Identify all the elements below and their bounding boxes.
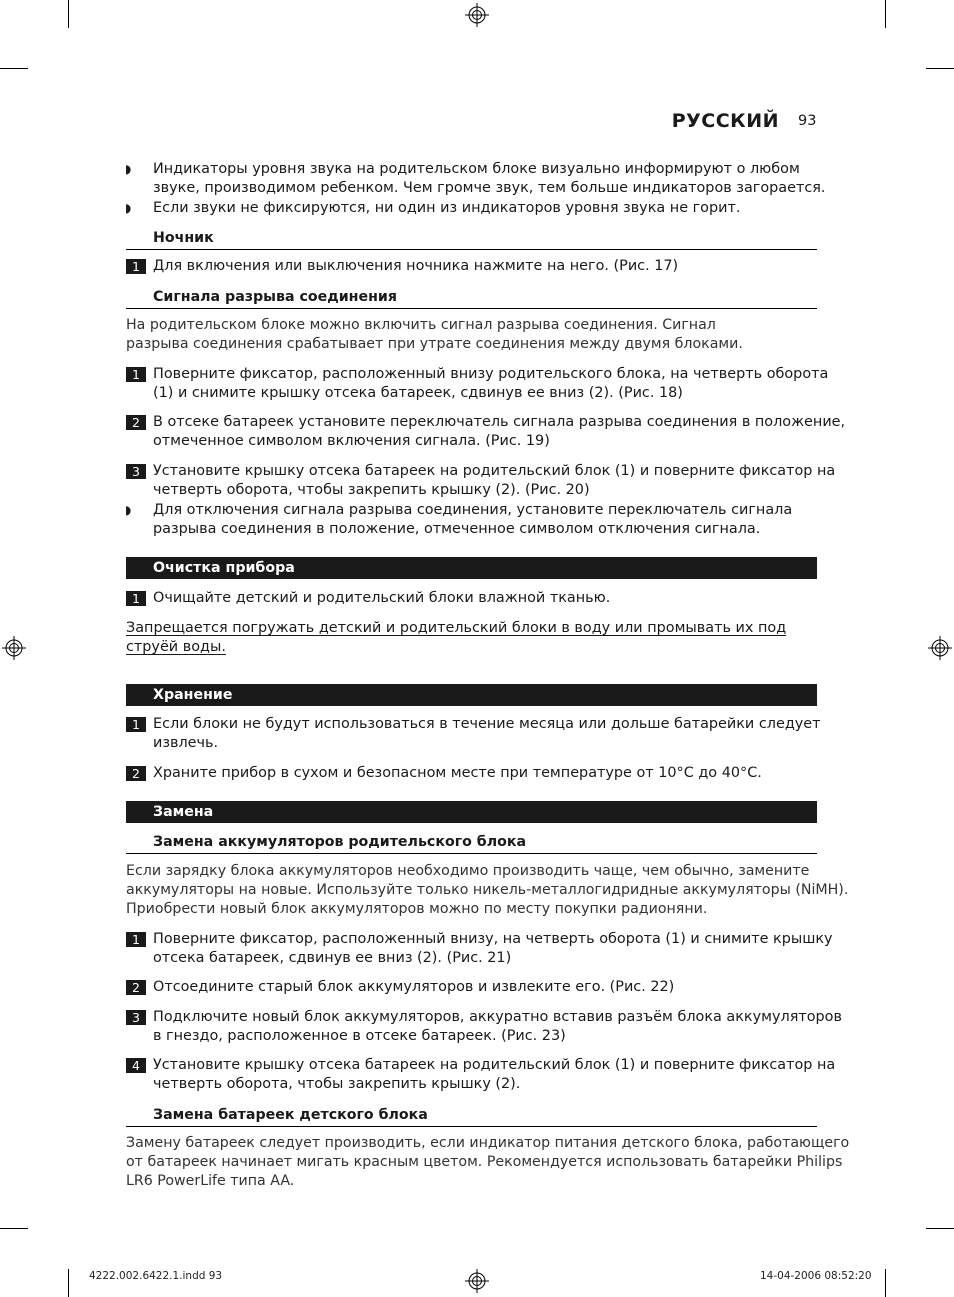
crop-mark [926,68,954,69]
footer-datetime: 14-04-2006 08:52:20 [760,1270,872,1282]
crop-mark [885,1269,886,1297]
section-subtitle: Ночник [153,230,214,246]
step-number: 1 [126,591,146,606]
step-number: 1 [126,259,146,274]
crop-mark [68,0,69,28]
step-number: 4 [126,1058,146,1073]
bullet-icon: ◗ [125,503,132,517]
step-text: отсека батареек, сдвинув ее вниз (2). (Рис. 21) [153,950,512,966]
step-number: 3 [126,464,146,479]
step-number: 2 [126,766,146,781]
step-text: Установите крышку отсека батареек на родительский блок (1) и поверните фиксатор на [153,463,836,479]
step-text: Храните прибор в сухом и безопасном месте при температуре от 10°C до 40°C. [153,765,762,781]
step-text: четверть оборота, чтобы закрепить крышку (2). [153,1076,521,1092]
page-language-header: РУССКИЙ [671,110,779,132]
bullet-icon: ◗ [125,201,132,215]
crop-mark [0,1228,28,1229]
section-title: Очистка прибора [153,560,295,576]
step-number: 1 [126,932,146,947]
intro-text: Замену батареек следует производить, если индикатор питания детского блока, работающего [126,1135,850,1151]
step-number: 2 [126,980,146,995]
warning-text: Запрещается погружать детский и родительский блоки в воду или промывать их под [126,620,787,636]
section-subtitle: Замена батареек детского блока [153,1107,428,1123]
bullet-icon: ◗ [125,162,132,176]
intro-text: LR6 PowerLife типа AA. [126,1173,295,1189]
crop-mark [0,68,28,69]
registration-mark-icon [928,636,952,660]
step-number: 2 [126,415,146,430]
crop-mark [68,1269,69,1297]
intro-text: аккумуляторы на новые. Используйте только никель-металлогидридные аккумуляторы (NiMH). [126,882,849,898]
bullet-text: звуке, производимом ребенком. Чем громче звук, тем больше индикаторов загорается. [153,180,826,196]
intro-text: Если зарядку блока аккумуляторов необходимо производить чаще, чем обычно, замените [126,863,810,879]
registration-mark-icon [2,636,26,660]
section-subtitle: Замена аккумуляторов родительского блока [153,834,527,850]
section-title: Хранение [153,687,233,703]
section-title: Замена [153,804,214,820]
registration-mark-icon [465,3,489,27]
step-text: Подключите новый блок аккумуляторов, аккуратно вставив разъём блока аккумуляторов [153,1009,842,1025]
bullet-text: разрыва соединения в положение, отмеченное символом отключения сигнала. [153,521,761,537]
step-text: (1) и снимите крышку отсека батареек, сдвинув ее вниз (2). (Рис. 18) [153,385,683,401]
registration-mark-icon [465,1269,489,1293]
step-text: Для включения или выключения ночника нажмите на него. (Рис. 17) [153,258,679,274]
intro-text: от батареек начинает мигать красным цветом. Рекомендуется использовать батарейки Philips [126,1154,843,1170]
step-number: 1 [126,367,146,382]
step-text: в гнездо, расположенное в отсеке батареек. (Рис. 23) [153,1028,566,1044]
step-text: В отсеке батареек установите переключатель сигнала разрыва соединения в положение, [153,414,846,430]
step-number: 3 [126,1010,146,1025]
bullet-text: Если звуки не фиксируются, ни один из индикаторов уровня звука не горит. [153,200,741,216]
step-text: Если блоки не будут использоваться в течение месяца или дольше батарейки следует [153,716,821,732]
warning-text: струёй воды. [126,639,226,655]
step-text: Поверните фиксатор, расположенный внизу, на четверть оборота (1) и снимите крышку [153,931,833,947]
crop-mark [926,1228,954,1229]
step-text: извлечь. [153,735,219,751]
intro-text: На родительском блоке можно включить сигнал разрыва соединения. Сигнал [126,317,716,333]
section-header-bar [126,801,817,823]
section-header-bar [126,557,817,579]
step-text: Установите крышку отсека батареек на родительский блок (1) и поверните фиксатор на [153,1057,836,1073]
page-number: 93 [798,113,817,129]
section-header-bar [126,684,817,706]
intro-text: Приобрести новый блок аккумуляторов можно по месту покупки радионяни. [126,901,708,917]
intro-text: разрыва соединения срабатывает при утрате соединения между двумя блоками. [126,336,743,352]
step-text: Отсоедините старый блок аккумуляторов и извлеките его. (Рис. 22) [153,979,675,995]
step-text: отмеченное символом включения сигнала. (Рис. 19) [153,433,550,449]
divider [126,1126,817,1127]
step-number: 1 [126,717,146,732]
bullet-text: Индикаторы уровня звука на родительском блоке визуально информируют о любом [153,161,800,177]
crop-mark [885,0,886,28]
step-text: четверть оборота, чтобы закрепить крышку (2). (Рис. 20) [153,482,590,498]
divider [126,853,817,854]
step-text: Очищайте детский и родительский блоки влажной тканью. [153,590,611,606]
section-subtitle: Сигнала разрыва соединения [153,289,397,305]
bullet-text: Для отключения сигнала разрыва соединения, установите переключатель сигнала [153,502,793,518]
step-text: Поверните фиксатор, расположенный внизу родительского блока, на четверть оборота [153,366,829,382]
divider [126,308,817,309]
footer-file-info: 4222.002.6422.1.indd 93 [89,1270,223,1282]
divider [126,249,817,250]
